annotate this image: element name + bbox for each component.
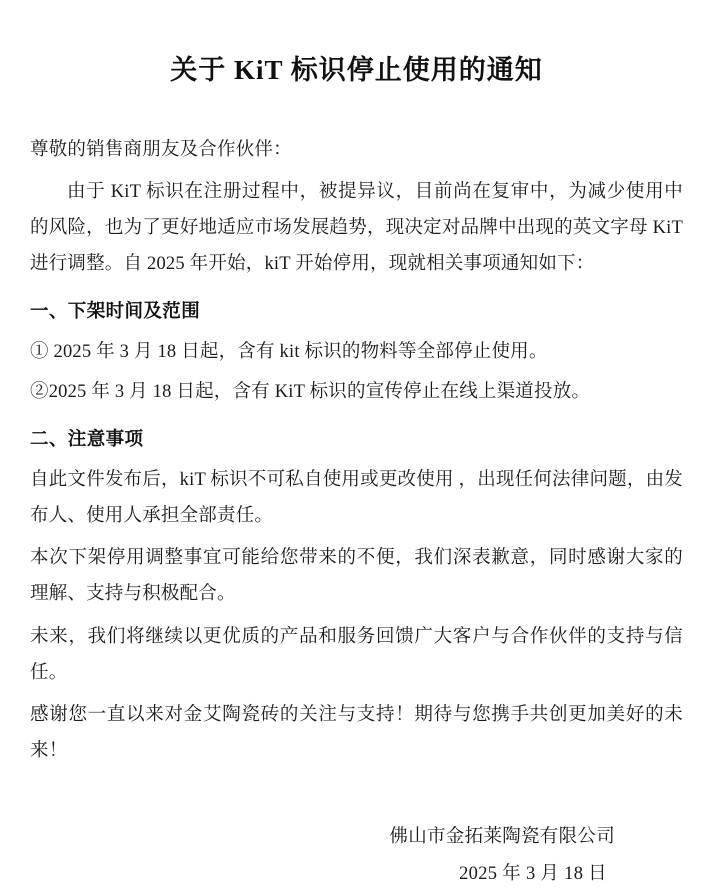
list-item: ① 2025 年 3 月 18 日起，含有 kit 标识的物料等全部停止使用。 <box>30 342 548 363</box>
notice-paragraph: 未来，我们将继续以更优质的产品和服务回馈广大客户与合作伙伴的支持与信任。 <box>30 626 683 683</box>
section-two-heading: 二、注意事项 <box>30 430 144 451</box>
signature-block <box>30 819 683 893</box>
salutation: 尊敬的销售商朋友及合作伙伴： <box>30 139 292 160</box>
notice-paragraph: 感谢您一直以来对金艾陶瓷砖的关注与支持！期待与您携手共创更加美好的未来！ <box>30 704 683 761</box>
document-body <box>30 132 683 769</box>
list-item: ②2025 年 3 月 18 日起，含有 KiT 标识的宣传停止在线上渠道投放。 <box>30 382 591 403</box>
page-title: 关于 KiT 标识停止使用的通知 <box>170 55 543 85</box>
intro-paragraph: 由于 KiT 标识在注册过程中，被提异议，目前尚在复审中，为减少使用中的风险，也为了更好地适应市场发展趋势，现决定对品牌中出现的英文字母 KiT 进行调整。自 2025 年开始，kiT 开始停用，现就相关事项通知如下： <box>30 181 683 274</box>
signature-company: 佛山市金拓莱陶瓷有限公司 <box>389 826 615 847</box>
section-one-heading: 一、下架时间及范围 <box>30 302 201 323</box>
notice-paragraph: 自此文件发布后，kiT 标识不可私自使用或更改使用 ，出现任何法律问题，由发布人、使用人承担全部责任。 <box>30 470 683 527</box>
signature-date: 2025 年 3 月 18 日 <box>459 863 607 884</box>
notice-paragraph: 本次下架停用调整事宜可能给您带来的不便，我们深表歉意，同时感谢大家的理解、支持与积极配合。 <box>30 548 683 605</box>
